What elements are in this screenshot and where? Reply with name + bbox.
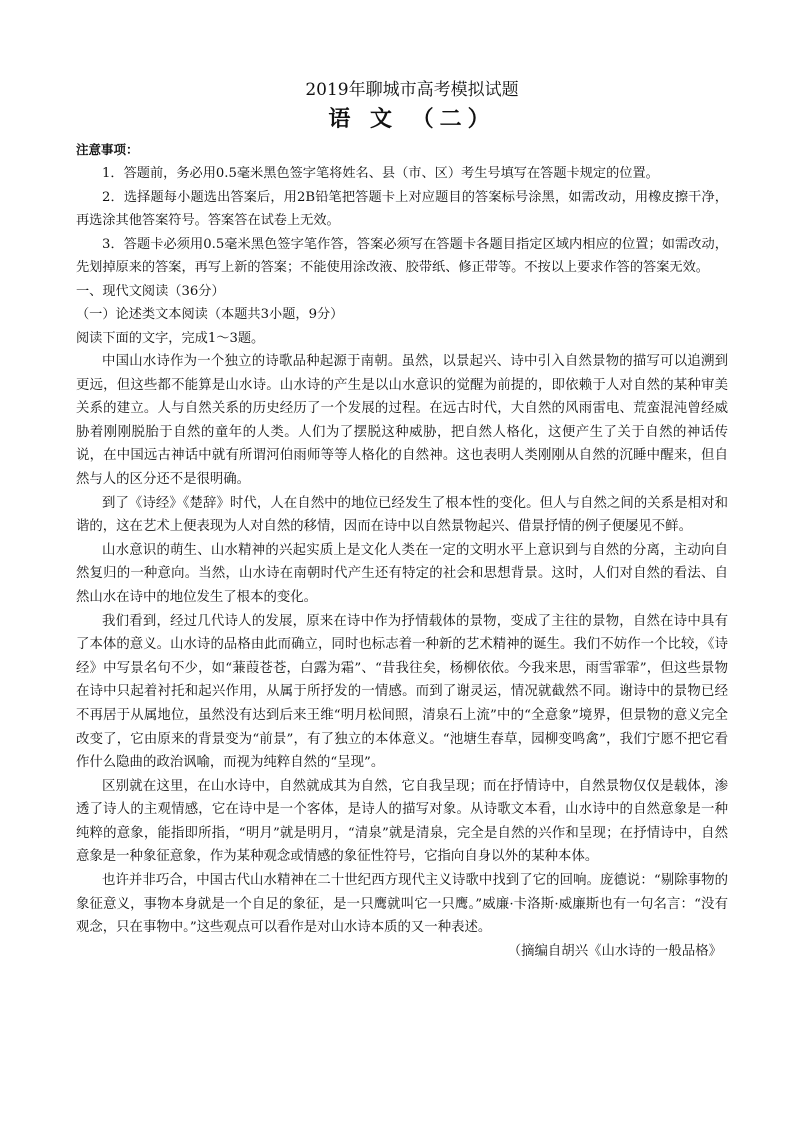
article-paragraph: 山水意识的萌生、山水精神的兴起实质上是文化人类在一定的文明水平上意识到与自然的分离，主动向自然复归的一种意向。当然，山水诗在南朝时代产生还有特定的社会和思想背景。这时，人们对自然的看法、自然山水在诗中的地位发生了根本的变化。: [76, 542, 728, 605]
section-instruction: 阅读下面的文字，完成1～3题。: [76, 330, 265, 346]
section-heading: 一、现代文阅读（36分）: [76, 283, 225, 299]
article-paragraph: 到了《诗经》《楚辞》时代，人在自然中的地位已经发生了根本性的变化。但人与自然之间的关系是相对和谐的，这在艺术上便表现为人对自然的移情，因而在诗中以自然景物起兴、借景抒情的例子便屡见不鲜。: [76, 495, 728, 535]
notice-item: 1．答题前，务必用0.5毫米黑色签字笔将姓名、县（市、区）考生号填写在答题卡规定的位置。: [102, 166, 659, 181]
notice-item: 2．选择题每小题选出答案后，用2B铅笔把答题卡上对应题目的答案标号涂黑，如需改动，用橡皮擦干净，再选涂其他答案符号。答案答在试卷上无效。: [76, 189, 728, 228]
notice-item: 3．答题卡必须用0.5毫米黑色签字笔作答，答案必须写在答题卡各题目指定区域内相应的位置；如需改动，先划掉原来的答案，再写上新的答案；不能使用涂改液、胶带纸、修正带等。不按以上要求作答的答案无效。: [76, 236, 728, 275]
page-subtitle: 语 文 （二）: [328, 106, 496, 132]
article-paragraph: 中国山水诗作为一个独立的诗歌品种起源于南朝。虽然，以景起兴、诗中引入自然景物的描写可以追溯到更远，但这些都不能算是山水诗。山水诗的产生是以山水意识的觉醒为前提的，即依赖于人对自然的某种审美关系的建立。人与自然关系的历史经历了一个发展的过程。在远古时代，大自然的风雨雷电、荒蛮混沌曾经威胁着刚刚脱胎于自然的童年的人类。人们为了摆脱这种威胁，把自然人格化，这便产生了关于自然的神话传说，在中国远古神话中就有所谓河伯雨师等等人格化的自然神。这也表明人类刚刚从自然的沉睡中醒来，但自然与人的区分还不是很明确。: [76, 354, 728, 487]
page-title: 2019年聊城市高考模拟试题: [305, 80, 519, 100]
notice-label: 注意事项：: [76, 142, 139, 157]
section-subheading: （一）论述类文本阅读（本题共3小题，9分）: [76, 307, 344, 322]
article-paragraph: 区别就在这里，在山水诗中，自然就成其为自然，它自我呈现；而在抒情诗中，自然景物仅仅是载体，渗透了诗人的主观情感，它在诗中是一个客体，是诗人的描写对象。从诗歌文本看，山水诗中的自然意象是一种纯粹的意象，能指即所指，“明月”就是明月，“清泉”就是清泉，完全是自然的兴作和呈现；在抒情诗中，自然意象是一种象征意象，作为某种观念或情感的象征性符号，它指向自身以外的某种本体。: [76, 778, 728, 865]
article-source: （摘编自胡兴《山水诗的一般品格》: [507, 943, 722, 959]
article-paragraph: 也许并非巧合，中国古代山水精神在二十世纪西方现代主义诗歌中找到了它的回响。庞德说：“剔除事物的象征意义，事物本身就是一个自足的象征，是一只鹰就叫它一只鹰。”威廉·卡洛斯·威廉斯也有一句名言：“没有观念，只在事物中。”这些观点可以看作是对山水诗本质的又一种表述。: [76, 873, 728, 936]
article-paragraph: 我们看到，经过几代诗人的发展，原来在诗中作为抒情载体的景物，变成了主往的景物，自然在诗中具有了本体的意义。山水诗的品格由此而确立，同时也标志着一种新的艺术精神的诞生。我们不妨作一个比较，《诗经》中写景名句不少，如“蒹葭苍苍，白露为霜”、“昔我往矣，杨柳依依。今我来思，雨雪霏霏”，但这些景物在诗中只起着衬托和起兴作用，从属于所抒发的一情感。而到了谢灵运，情况就截然不同。谢诗中的景物已经不再居于从属地位，虽然没有达到后来王维“明月松间照，清泉石上流”中的“全意象”境界，但景物的意义完全改变了，它由原来的背景变为“前景”，有了独立的本体意义。“池塘生春草，园柳变鸣禽”，我们宁愿不把它看作什么隐曲的政治讽喻，而视为纯粹自然的“呈现”。: [76, 613, 728, 771]
